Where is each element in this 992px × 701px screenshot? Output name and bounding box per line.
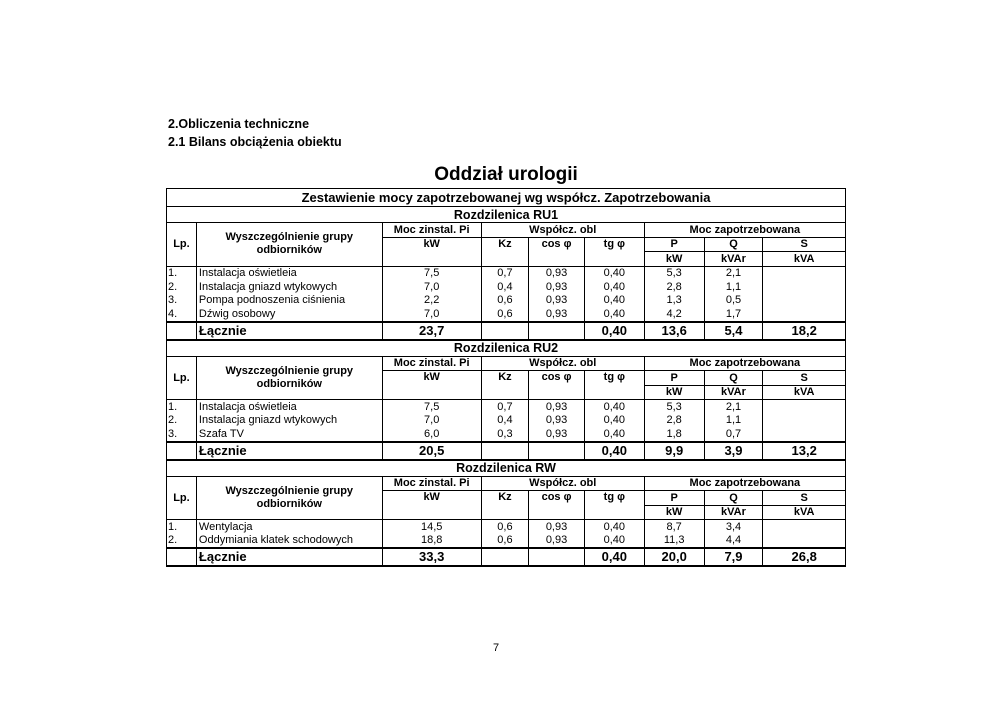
row-p: 8,7 [644, 520, 704, 534]
row-p: 4,2 [644, 307, 704, 322]
row-lp: 2. [167, 534, 197, 549]
row-kz: 0,6 [481, 520, 528, 534]
section-name: Rozdzilenica RU2 [167, 340, 846, 357]
table-row [167, 400, 846, 414]
row-kz: 0,4 [481, 414, 528, 428]
load-balance-table [166, 188, 846, 567]
row-kz: 0,7 [481, 266, 528, 280]
total-cos [529, 548, 585, 566]
table-row [167, 307, 846, 322]
page-number: 7 [492, 642, 500, 654]
section-row [167, 340, 846, 357]
row-lp: 2. [167, 414, 197, 428]
row-p: 11,3 [644, 534, 704, 549]
header-p: P [644, 491, 704, 506]
row-p: 5,3 [644, 400, 704, 414]
header-s: S [763, 237, 846, 252]
row-name: Instalacja gniazd wtykowych [196, 414, 382, 428]
total-tg: 0,40 [584, 548, 644, 566]
total-kz [481, 548, 528, 566]
header-s-unit: kVA [763, 252, 846, 267]
header-kz: Kz [481, 371, 528, 400]
header-s: S [763, 491, 846, 506]
total-lp [167, 322, 197, 340]
header-moc-zap: Moc zapotrzebowana [644, 476, 845, 491]
total-cos [529, 322, 585, 340]
row-pi: 7,5 [382, 266, 481, 280]
row-tg: 0,40 [584, 294, 644, 308]
header-group: Wyszczególnienie grupy odbiorników [196, 223, 382, 267]
header-p-unit: kW [644, 252, 704, 267]
section-row [167, 460, 846, 477]
header-wspolcz: Współcz. obl [481, 223, 644, 238]
total-tg: 0,40 [584, 442, 644, 460]
row-p: 2,8 [644, 414, 704, 428]
row-p: 5,3 [644, 266, 704, 280]
total-label: Łącznie [196, 322, 382, 340]
total-p: 20,0 [644, 548, 704, 566]
header-kw: kW [382, 491, 481, 520]
header-row [167, 356, 846, 371]
header-cos: cos φ [529, 237, 585, 266]
header-p: P [644, 237, 704, 252]
header-group: Wyszczególnienie grupy odbiorników [196, 476, 382, 520]
header-lp: Lp. [167, 356, 197, 400]
row-lp: 3. [167, 427, 197, 442]
row-q: 0,5 [704, 294, 763, 308]
table-row [167, 294, 846, 308]
row-q: 1,1 [704, 280, 763, 294]
document-title: Oddział urologii [434, 164, 578, 185]
row-tg: 0,40 [584, 534, 644, 549]
header-moc-zinstal: Moc zinstal. Pi [382, 356, 481, 371]
header-kw: kW [382, 371, 481, 400]
total-q: 7,9 [704, 548, 763, 566]
row-kz: 0,6 [481, 294, 528, 308]
header-cos: cos φ [529, 491, 585, 520]
header-group: Wyszczególnienie grupy odbiorników [196, 356, 382, 400]
header-q: Q [704, 491, 763, 506]
total-lp [167, 442, 197, 460]
row-s [763, 294, 846, 308]
total-kz [481, 322, 528, 340]
row-kz: 0,6 [481, 307, 528, 322]
total-row [167, 442, 846, 460]
total-q: 5,4 [704, 322, 763, 340]
total-tg: 0,40 [584, 322, 644, 340]
row-cos: 0,93 [529, 307, 585, 322]
header-kz: Kz [481, 237, 528, 266]
section-name: Rozdzilenica RU1 [167, 207, 846, 223]
total-pi: 23,7 [382, 322, 481, 340]
row-lp: 1. [167, 400, 197, 414]
row-cos: 0,93 [529, 414, 585, 428]
header-tg: tg φ [584, 491, 644, 520]
total-row [167, 548, 846, 566]
header-p-unit: kW [644, 385, 704, 400]
header-row [167, 476, 846, 491]
row-q: 2,1 [704, 400, 763, 414]
row-q: 4,4 [704, 534, 763, 549]
row-pi: 7,0 [382, 280, 481, 294]
row-pi: 7,0 [382, 414, 481, 428]
header-q-unit: kVAr [704, 252, 763, 267]
total-lp [167, 548, 197, 566]
header-tg: tg φ [584, 371, 644, 400]
total-kz [481, 442, 528, 460]
row-pi: 7,0 [382, 307, 481, 322]
row-kz: 0,3 [481, 427, 528, 442]
row-q: 3,4 [704, 520, 763, 534]
row-pi: 7,5 [382, 400, 481, 414]
section-row [167, 207, 846, 223]
row-s [763, 427, 846, 442]
row-kz: 0,4 [481, 280, 528, 294]
header-q-unit: kVAr [704, 505, 763, 520]
row-q: 1,7 [704, 307, 763, 322]
total-p: 9,9 [644, 442, 704, 460]
header-s-unit: kVA [763, 385, 846, 400]
total-s: 13,2 [763, 442, 846, 460]
header-moc-zap: Moc zapotrzebowana [644, 356, 845, 371]
section-name: Rozdzilenica RW [167, 460, 846, 477]
row-pi: 18,8 [382, 534, 481, 549]
row-cos: 0,93 [529, 400, 585, 414]
header-p-unit: kW [644, 505, 704, 520]
table-row [167, 520, 846, 534]
row-name: Oddymiania klatek schodowych [196, 534, 382, 549]
row-kz: 0,7 [481, 400, 528, 414]
table-row [167, 280, 846, 294]
table-row [167, 427, 846, 442]
header-q-unit: kVAr [704, 385, 763, 400]
row-cos: 0,93 [529, 520, 585, 534]
row-lp: 3. [167, 294, 197, 308]
row-tg: 0,40 [584, 414, 644, 428]
row-lp: 2. [167, 280, 197, 294]
total-pi: 33,3 [382, 548, 481, 566]
row-lp: 4. [167, 307, 197, 322]
row-s [763, 280, 846, 294]
header-moc-zap: Moc zapotrzebowana [644, 223, 845, 238]
total-label: Łącznie [196, 442, 382, 460]
row-q: 1,1 [704, 414, 763, 428]
header-moc-zinstal: Moc zinstal. Pi [382, 223, 481, 238]
row-name: Instalacja oświetleia [196, 266, 382, 280]
row-s [763, 400, 846, 414]
header-kw: kW [382, 237, 481, 266]
row-p: 1,8 [644, 427, 704, 442]
row-s [763, 520, 846, 534]
row-cos: 0,93 [529, 294, 585, 308]
row-tg: 0,40 [584, 280, 644, 294]
row-tg: 0,40 [584, 307, 644, 322]
row-pi: 14,5 [382, 520, 481, 534]
row-s [763, 414, 846, 428]
subsection-heading: 2.1 Bilans obciążenia obiektu [168, 135, 342, 149]
total-s: 18,2 [763, 322, 846, 340]
row-s [763, 266, 846, 280]
section-heading: 2.Obliczenia techniczne [168, 117, 310, 131]
row-tg: 0,40 [584, 266, 644, 280]
header-row [167, 223, 846, 238]
row-name: Instalacja oświetleia [196, 400, 382, 414]
table-body [167, 189, 846, 567]
header-q: Q [704, 237, 763, 252]
header-tg: tg φ [584, 237, 644, 266]
row-p: 2,8 [644, 280, 704, 294]
row-p: 1,3 [644, 294, 704, 308]
row-s [763, 307, 846, 322]
total-row [167, 322, 846, 340]
total-cos [529, 442, 585, 460]
header-p: P [644, 371, 704, 386]
total-p: 13,6 [644, 322, 704, 340]
row-cos: 0,93 [529, 280, 585, 294]
total-pi: 20,5 [382, 442, 481, 460]
header-s-unit: kVA [763, 505, 846, 520]
row-tg: 0,40 [584, 427, 644, 442]
row-cos: 0,93 [529, 266, 585, 280]
row-name: Instalacja gniazd wtykowych [196, 280, 382, 294]
row-name: Wentylacja [196, 520, 382, 534]
header-q: Q [704, 371, 763, 386]
row-kz: 0,6 [481, 534, 528, 549]
total-label: Łącznie [196, 548, 382, 566]
row-name: Pompa podnoszenia ciśnienia [196, 294, 382, 308]
row-name: Dźwig osobowy [196, 307, 382, 322]
row-cos: 0,93 [529, 427, 585, 442]
header-kz: Kz [481, 491, 528, 520]
header-lp: Lp. [167, 223, 197, 267]
row-lp: 1. [167, 520, 197, 534]
header-lp: Lp. [167, 476, 197, 520]
header-moc-zinstal: Moc zinstal. Pi [382, 476, 481, 491]
row-s [763, 534, 846, 549]
row-tg: 0,40 [584, 400, 644, 414]
row-tg: 0,40 [584, 520, 644, 534]
row-pi: 2,2 [382, 294, 481, 308]
total-q: 3,9 [704, 442, 763, 460]
table-row [167, 414, 846, 428]
header-wspolcz: Współcz. obl [481, 356, 644, 371]
row-q: 0,7 [704, 427, 763, 442]
header-wspolcz: Współcz. obl [481, 476, 644, 491]
row-q: 2,1 [704, 266, 763, 280]
header-s: S [763, 371, 846, 386]
row-lp: 1. [167, 266, 197, 280]
table-row [167, 534, 846, 549]
header-cos: cos φ [529, 371, 585, 400]
row-pi: 6,0 [382, 427, 481, 442]
table-row [167, 266, 846, 280]
table-title: Zestawienie mocy zapotrzebowanej wg współcz. Zapotrzebowania [167, 189, 846, 207]
total-s: 26,8 [763, 548, 846, 566]
row-cos: 0,93 [529, 534, 585, 549]
row-name: Szafa TV [196, 427, 382, 442]
